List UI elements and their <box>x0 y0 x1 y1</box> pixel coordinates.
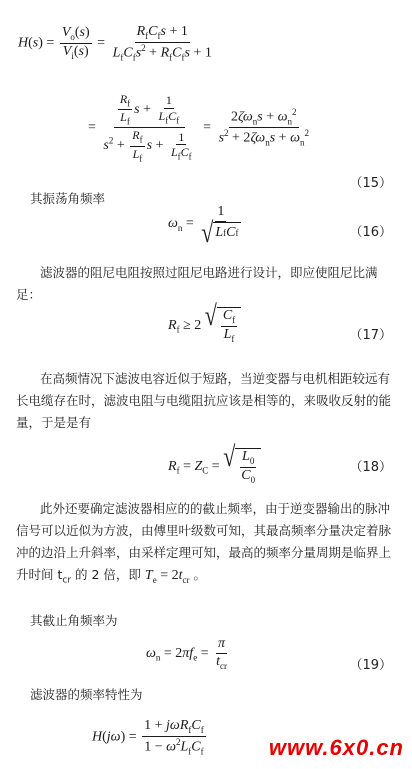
eq-natural-frequency: $\omega_n$ = 1 √ L f C f <box>168 204 239 249</box>
equation-number-15: （15） <box>349 176 392 191</box>
equation-number-19: （19） <box>349 658 392 673</box>
paragraph-oscillation-frequency: 其振荡角频率 <box>30 191 106 206</box>
eq-cutoff-angular-frequency: $\omega_n = 2\pi f_e$ = $\frac{\pi}{t_{cr}}$ <box>146 636 227 671</box>
eq-transfer-function: H(s) = $\frac{V_o(s)}{V_i(s)}$ = $\frac{R_fC_fs + 1}{L_fC_fs^2 + R_fC_fs + 1}$ <box>18 24 212 63</box>
paragraph-cutoff-angular-frequency: 其截止角频率为 <box>30 613 118 628</box>
watermark-logo: www.6x0.cn <box>268 735 404 760</box>
eq-resistance-matching: $R_f = Z_C$ = √ $\frac{L_0}{C_0}$ <box>168 448 261 485</box>
equation-number-16: （16） <box>349 225 392 240</box>
equation-number-18: （18） <box>349 460 392 475</box>
paragraph-frequency-response: 滤波器的频率特性为 <box>30 687 143 702</box>
paragraph-damping-design: 滤波器的阻尼电阻按照过阻尼电路进行设计，即应使阻尼比满足： <box>16 265 378 302</box>
paragraph-cutoff-frequency: 此外还要确定滤波器相应的的截止频率，由于逆变器输出的脉冲信号可以近似为方波，由傅里叶级数可知，其最高频率分量决定着脉冲的边沿上升斜率，由采样定理可知，最高的频率分量周期是临界上升时间 $t_{cr}$ 的 2 倍，即 $T_e = 2t_{cr}$ 。 <box>16 501 392 586</box>
eq-frequency-response: H(jω) = $\frac{1 + j\omega R_fC_f}{1 - \omega^2L_fC_f}$ <box>92 718 204 757</box>
eq-transfer-function-normalized: = $\frac{R_f}{L_f}$ s + $\frac{1}{L_fC_f}$ $s^2$ + $\frac{R_f}{L_f}$ s + $\frac{1}{L_fC_f}$ = $\frac{2\zeta\omega_ns + \omega_n^2}{s^2 + 2\zeta\omega_ns + \omega_n^2}$ <box>88 92 309 163</box>
eq-damping-condition: $R_f \ge 2$ √ $\frac{C_f}{L_f}$ <box>168 307 241 344</box>
paragraph-cable-impedance: 在高频情况下滤波电容近似于短路，当逆变器与电机相距较远有长电缆存在时，滤波电阻与电缆阻抗应该是相等的，来吸收反射的能量，于是是有 <box>16 371 392 430</box>
equation-number-17: （17） <box>349 328 392 343</box>
